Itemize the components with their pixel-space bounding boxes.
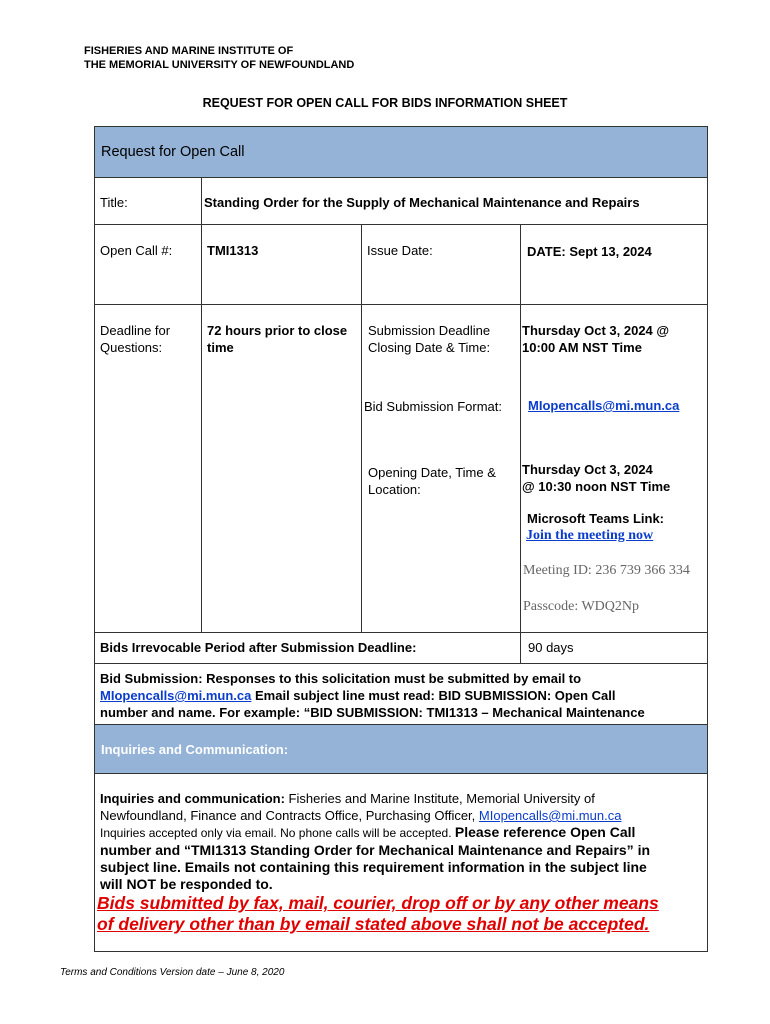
bid-submission-email-link[interactable]: MIopencalls@mi.mun.ca	[100, 688, 252, 703]
title-value: Standing Order for the Supply of Mechanical Maintenance and Repairs	[204, 195, 640, 210]
institution-name	[84, 44, 354, 72]
divider	[95, 663, 707, 664]
delivery-warning: Bids submitted by fax, mail, courier, drop off or by any other means of delivery other than by email stated above shall not be accepted.	[97, 893, 659, 934]
irrevocable-label: Bids Irrevocable Period after Submission Deadline:	[100, 640, 417, 655]
questions-deadline-value: 72 hours prior to close time	[207, 323, 348, 355]
divider	[520, 304, 521, 664]
divider	[361, 224, 362, 305]
inquiries-section-header	[95, 724, 707, 774]
bid-submission-text: Bid Submission: Responses to this solicitation must be submitted by email to MIopencalls@mi.mun.ca Email subject line must read: BID SUBMISSION: Open Call number and name. For example: “BID SUBMISSION: TMI1313 – Mechanical Maintenance	[100, 671, 645, 720]
divider	[95, 304, 707, 305]
institution-line-1: FISHERIES AND MARINE INSTITUTE OF	[84, 45, 294, 57]
issue-date-value: DATE: Sept 13, 2024	[527, 244, 652, 259]
divider	[361, 304, 362, 633]
join-meeting-link[interactable]: Join the meeting now	[526, 528, 654, 543]
questions-deadline-label: Deadline for Questions:	[100, 323, 171, 355]
irrevocable-value: 90 days	[528, 640, 574, 655]
teams-link-label: Microsoft Teams Link:	[527, 511, 665, 526]
inquiries-email-link[interactable]: MIopencalls@mi.mun.ca	[478, 808, 622, 823]
issue-date-label: Issue Date:	[367, 243, 433, 258]
submission-deadline-value: Thursday Oct 3, 2024 @ 10:00 AM NST Time	[522, 323, 670, 355]
institution-line-2: THE MEMORIAL UNIVERSITY OF NEWFOUNDLAND	[84, 59, 355, 71]
open-call-number: TMI1313	[207, 243, 259, 258]
document-title: REQUEST FOR OPEN CALL FOR BIDS INFORMATION SHEET	[202, 96, 568, 110]
divider	[520, 224, 521, 305]
bid-format-email-link[interactable]: MIopencalls@mi.mun.ca	[528, 398, 680, 413]
inquiries-text: Inquiries and communication: Fisheries and Marine Institute, Memorial University of Newfoundland, Finance and Contracts Office, Purchasing Officer, MIopencalls@mi.mun.ca Inquiries accepted only via email. No phone calls will be accepted. Please reference Open Call number and “TMI1313 Standing Order for Mechanical Maintenance and Repairs” in subject line. Emails not containing this requirement information in the subject line will NOT be responded to.	[100, 791, 651, 892]
opening-value: Thursday Oct 3, 2024 @ 10:30 noon NST Time	[522, 462, 671, 494]
passcode: Passcode: WDQ2Np	[523, 599, 640, 614]
opening-label: Opening Date, Time & Location:	[368, 465, 496, 497]
divider	[201, 177, 202, 305]
info-sheet-table	[94, 126, 708, 952]
divider	[201, 304, 202, 633]
meeting-id: Meeting ID: 236 739 366 334	[523, 563, 690, 578]
title-label: Title:	[100, 195, 128, 210]
footer-version: Terms and Conditions Version date – June 8, 2020	[60, 967, 285, 978]
request-section-header	[95, 127, 707, 178]
bid-format-label: Bid Submission Format:	[364, 399, 502, 414]
inquiries-section-title: Inquiries and Communication:	[101, 742, 289, 757]
submission-deadline-label: Submission Deadline Closing Date & Time:	[368, 323, 491, 355]
divider	[95, 224, 707, 225]
divider	[95, 632, 707, 633]
request-section-title: Request for Open Call	[101, 144, 245, 160]
open-call-label: Open Call #:	[100, 243, 173, 258]
